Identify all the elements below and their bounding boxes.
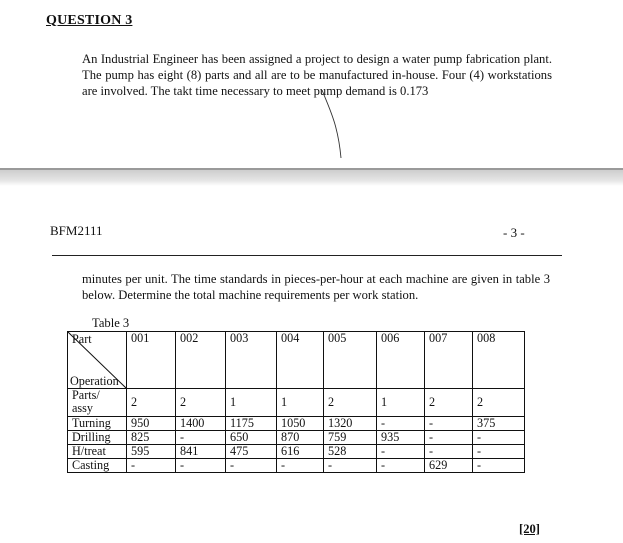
- part-header: 005: [324, 332, 377, 389]
- pen-stroke-mark: [300, 70, 360, 170]
- table-cell: 595: [127, 445, 176, 459]
- table-cell: -: [377, 445, 425, 459]
- table-cell: 870: [277, 431, 324, 445]
- table-cell: 2: [176, 389, 226, 417]
- table-cell: 616: [277, 445, 324, 459]
- row-label: Drilling: [68, 431, 127, 445]
- question-paragraph-2: minutes per unit. The time standards in pieces-per-hour at each machine are given in table 3 below. Determine the total machine requirements per work station.: [82, 272, 550, 302]
- table-cell: -: [473, 459, 525, 473]
- row-label: Turning: [68, 417, 127, 431]
- table-cell: -: [226, 459, 277, 473]
- row-label: Casting: [68, 459, 127, 473]
- table-cell: 950: [127, 417, 176, 431]
- table-cell: 650: [226, 431, 277, 445]
- row-label: H/treat: [68, 445, 127, 459]
- table-cell: -: [377, 417, 425, 431]
- table-cell: -: [127, 459, 176, 473]
- page-number: - 3 -: [503, 225, 525, 240]
- corner-label-operation: Operation: [70, 374, 119, 388]
- table-cell: 1050: [277, 417, 324, 431]
- header-rule: [52, 255, 562, 256]
- row-label: Parts/ assy: [68, 389, 127, 417]
- table-cell: 759: [324, 431, 377, 445]
- table-cell: 841: [176, 445, 226, 459]
- table-row: [68, 417, 525, 431]
- question-heading: QUESTION 3: [46, 13, 133, 28]
- part-header: 006: [377, 332, 425, 389]
- table-cell: 1175: [226, 417, 277, 431]
- table-cell: -: [324, 459, 377, 473]
- table-cell: 475: [226, 445, 277, 459]
- part-header: 001: [127, 332, 176, 389]
- part-header: 002: [176, 332, 226, 389]
- table-cell: -: [425, 445, 473, 459]
- table-row: [68, 431, 525, 445]
- marks-allocation: [20]: [519, 522, 540, 536]
- table-cell: 1: [377, 389, 425, 417]
- course-code: BFM2111: [50, 223, 103, 238]
- table-cell: 2: [127, 389, 176, 417]
- table-cell: 1: [226, 389, 277, 417]
- table-cell: -: [473, 431, 525, 445]
- part-header: 008: [473, 332, 525, 389]
- table-cell: -: [473, 445, 525, 459]
- table-cell: 629: [425, 459, 473, 473]
- part-header: 003: [226, 332, 277, 389]
- table-cell: 2: [324, 389, 377, 417]
- table-cell: 935: [377, 431, 425, 445]
- table-row: [68, 389, 525, 417]
- table-cell: 2: [425, 389, 473, 417]
- table-cell: -: [425, 417, 473, 431]
- table-row: [68, 445, 525, 459]
- table-cell: -: [377, 459, 425, 473]
- table-cell: -: [176, 431, 226, 445]
- machine-time-table: [67, 331, 525, 473]
- table-row: [68, 459, 525, 473]
- table-cell: -: [425, 431, 473, 445]
- table-cell: 1: [277, 389, 324, 417]
- question-paragraph-1: An Industrial Engineer has been assigned a project to design a water pump fabrication plant. The pump has eight (8) parts and all are to be manufactured in-house. Four (4) workstations are involved. The takt time necessary to meet pump demand is 0.173: [82, 52, 552, 98]
- table-cell: 528: [324, 445, 377, 459]
- table-cell: 375: [473, 417, 525, 431]
- page-break-shadow: [0, 168, 623, 186]
- table-caption: Table 3: [92, 316, 130, 330]
- table-header-row: [68, 332, 525, 389]
- table-cell: 1400: [176, 417, 226, 431]
- page-break-line: [0, 168, 623, 170]
- part-header: 004: [277, 332, 324, 389]
- table-cell: 1320: [324, 417, 377, 431]
- table-cell: -: [277, 459, 324, 473]
- table-cell: -: [176, 459, 226, 473]
- table-cell: 2: [473, 389, 525, 417]
- corner-label-part: Part: [72, 332, 92, 346]
- table-cell: 825: [127, 431, 176, 445]
- table-corner-cell: [68, 332, 127, 389]
- part-header: 007: [425, 332, 473, 389]
